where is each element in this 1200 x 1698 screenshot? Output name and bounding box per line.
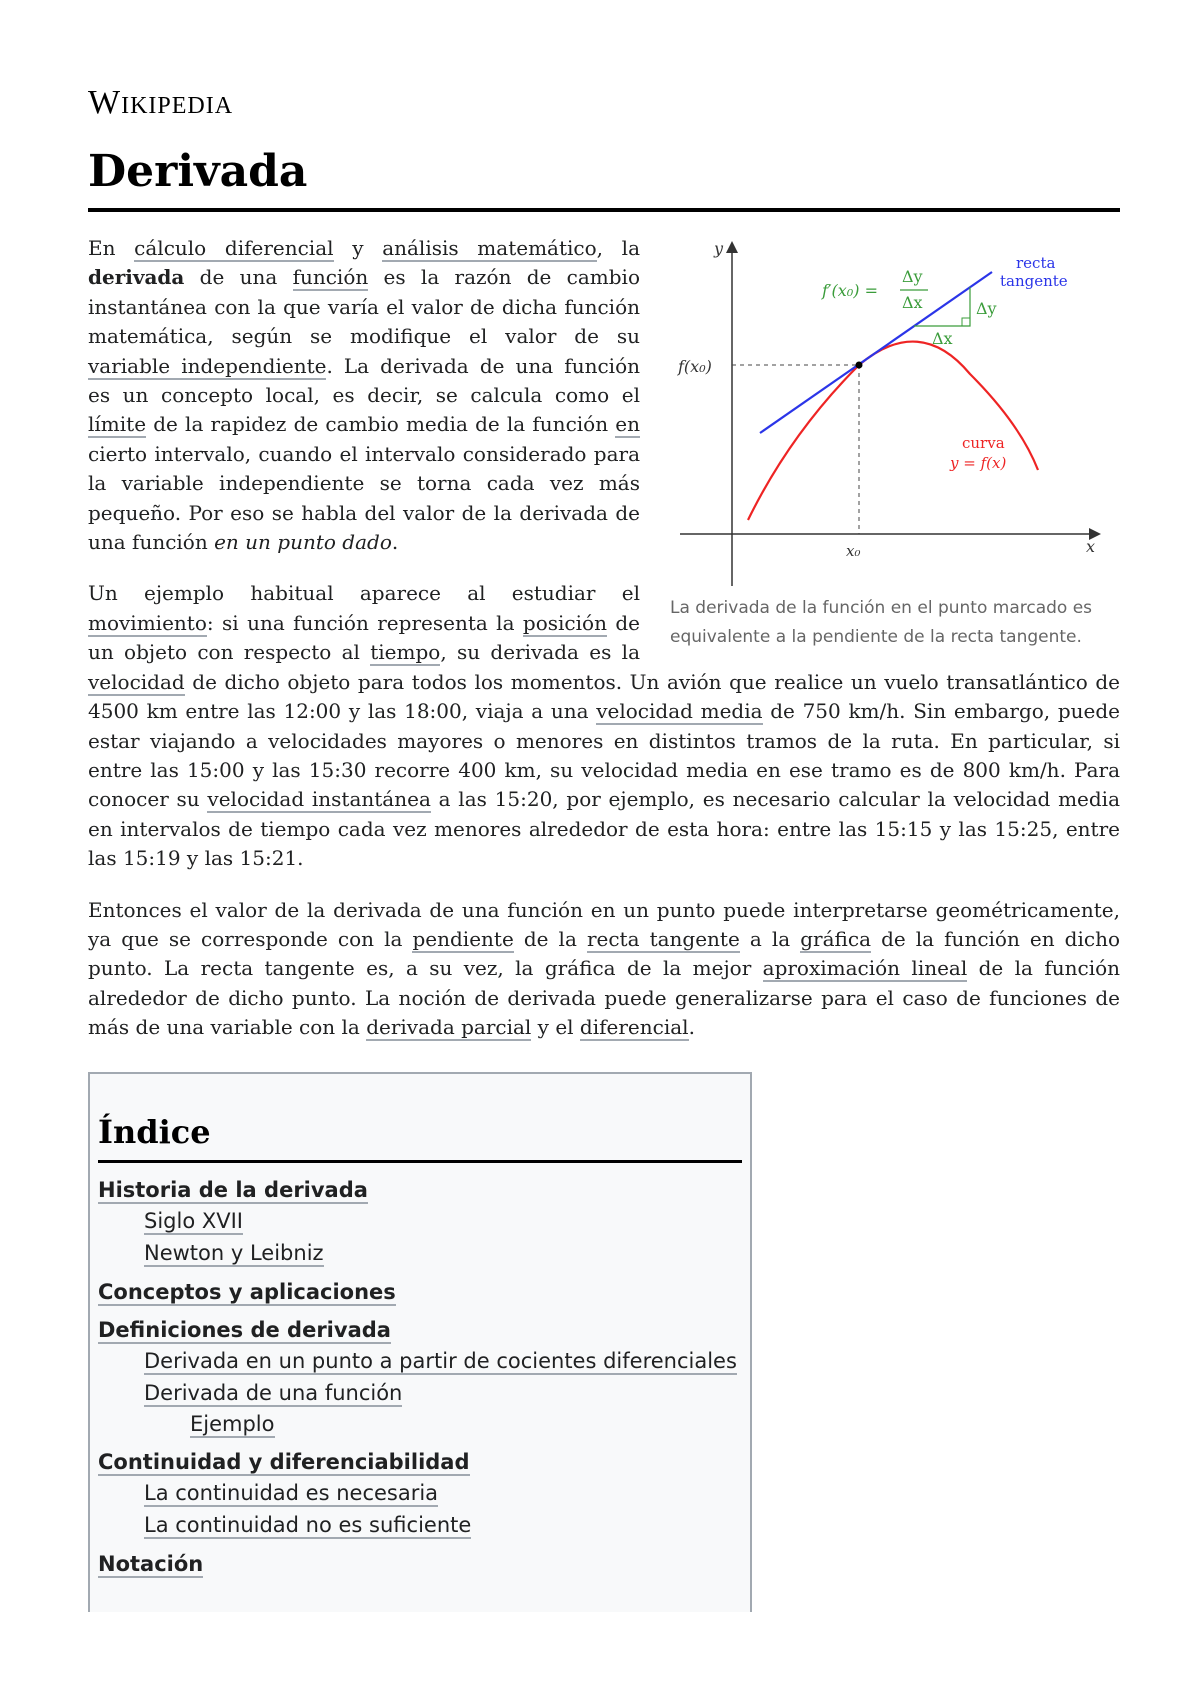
x0-label: x₀: [846, 542, 861, 560]
link-pendiente[interactable]: pendiente: [412, 926, 514, 951]
link-limite[interactable]: límite: [88, 412, 147, 437]
formula-lhs: f′(x₀) =: [822, 281, 878, 300]
wikipedia-logo[interactable]: Wikipedia: [88, 84, 234, 121]
toc-item-notacion[interactable]: Notación: [98, 1552, 204, 1576]
y-axis-label: y: [714, 239, 724, 258]
formula-numerator: Δy: [902, 267, 923, 286]
toc-item-historia[interactable]: Historia de la derivada: [98, 1178, 368, 1202]
table-of-contents: [88, 1072, 752, 1612]
tangent-label-2: tangente: [1000, 272, 1068, 290]
toc-list: [98, 1175, 742, 1579]
toc-item-continuidad-necesaria[interactable]: La continuidad es necesaria: [144, 1481, 439, 1505]
delta-x-label: Δx: [932, 329, 953, 348]
delta-y-label: Δy: [976, 299, 997, 318]
right-angle-mark: [962, 318, 970, 326]
toc-item-siglo-xvii[interactable]: Siglo XVII: [144, 1209, 243, 1233]
toc-item-definiciones[interactable]: Definiciones de derivada: [98, 1318, 391, 1342]
link-funcion[interactable]: función: [292, 265, 369, 290]
toc-item-derivada-de-una-funcion[interactable]: Derivada de una función: [144, 1381, 403, 1405]
link-variable-independiente[interactable]: variable independiente: [88, 353, 327, 378]
formula-denominator: Δx: [902, 293, 923, 312]
link-derivada-parcial[interactable]: derivada parcial: [366, 1015, 532, 1040]
derivative-diagram[interactable]: [670, 234, 1120, 586]
link-movimiento[interactable]: movimiento: [88, 610, 207, 635]
link-analisis-matematico[interactable]: análisis matemático: [382, 236, 597, 260]
figure-caption: La derivada de la función en el punto marcado es equivalente a la pendiente de la recta tangente.: [670, 598, 1093, 647]
x-axis-label: x: [1086, 537, 1096, 556]
toc-item-newton-leibniz[interactable]: Newton y Leibniz: [144, 1241, 324, 1265]
link-posicion[interactable]: posición: [522, 610, 607, 635]
italic-en-un-punto-dado: en un punto dado: [214, 530, 392, 555]
paragraph-example: Un ejemplo habitual aparece al estudiar el movimiento: si una función representa la posición de un objeto con respecto al tiempo, su derivada es la velocidad de dicho objeto para todos los momentos. Un avión que realice un vuelo transatlántico de 4500 km entre las 12:00 y las 18:00, viaja a una velocidad media de 750 km/h. Sin embargo, puede estar viajando a velocidades mayores o menores en distintos tramos de la ruta. En particular, si entre las 15:00 y las 15:30 recorre 400 km, su velocidad media en ese tramo es de 800 km/h. Para conocer su velocidad instantánea a las 15:20, por ejemplo, es necesario calcular la velocidad media en intervalos de tiempo cada vez menores alrededor de esta hora: entre las 15:15 y las 15:25, entre las 15:19 y las 15:21.: [88, 581, 1121, 871]
title-rule: [88, 208, 1120, 212]
toc-item-continuidad[interactable]: Continuidad y diferenciabilidad: [98, 1450, 470, 1474]
tangent-label-1: recta: [1016, 254, 1056, 272]
derivative-figure: [670, 234, 1120, 652]
toc-heading: Índice: [98, 1110, 742, 1163]
bold-derivada: derivada: [88, 265, 185, 290]
tangent-point: [856, 362, 863, 369]
link-grafica[interactable]: gráfica: [800, 926, 872, 951]
paragraph-intro: En cálculo diferencial y análisis matemático, la derivada de una función es la razón de cambio instantánea con la que varía el valor de dicha función matemática, según se modifique el valor de su variable independiente. La derivada de una función es un concepto local, es decir, se calcula como el límite de la rapidez de cambio media de la función en cierto intervalo, cuando el intervalo considerado para la variable independiente se torna cada vez más pequeño. Por eso se habla del valor de la derivada de una función en un punto dado.: [88, 236, 640, 555]
toc-item-conceptos[interactable]: Conceptos y aplicaciones: [98, 1280, 396, 1304]
link-tiempo[interactable]: tiempo: [370, 640, 441, 665]
link-calculo-diferencial[interactable]: cálculo diferencial: [134, 236, 334, 260]
link-recta-tangente[interactable]: recta tangente: [586, 926, 740, 951]
page-title: Derivada: [88, 146, 308, 197]
article-content: [88, 234, 1120, 1065]
toc-item-continuidad-no-suficiente[interactable]: La continuidad no es suficiente: [144, 1513, 472, 1537]
link-velocidad-media[interactable]: velocidad media: [596, 699, 763, 724]
curve-line: [748, 342, 1038, 520]
link-en[interactable]: en: [615, 412, 640, 437]
link-velocidad-instantanea[interactable]: velocidad instantánea: [207, 787, 431, 812]
link-aproximacion-lineal[interactable]: aproximación lineal: [762, 956, 968, 981]
curve-label-1: curva: [962, 434, 1005, 452]
curve-label-2: y = f(x): [950, 454, 1007, 472]
paragraph-geometric: Entonces el valor de la derivada de una función en un punto puede interpretarse geométricamente, ya que se corresponde con la pendiente de la recta tangente a la gráfica de la función en dicho punto. La recta tangente es, a su vez, la gráfica de la mejor aproximación lineal de la función alrededor de dicho punto. La noción de derivada puede generalizarse para el caso de funciones de más de una variable con la derivada parcial y el diferencial.: [88, 897, 1121, 1040]
toc-item-derivada-en-un-punto[interactable]: Derivada en un punto a partir de cocientes diferenciales: [144, 1349, 737, 1373]
fx0-label: f(x₀): [678, 357, 712, 376]
toc-item-ejemplo[interactable]: Ejemplo: [190, 1412, 275, 1436]
link-diferencial[interactable]: diferencial: [579, 1015, 689, 1040]
link-velocidad[interactable]: velocidad: [88, 669, 185, 694]
